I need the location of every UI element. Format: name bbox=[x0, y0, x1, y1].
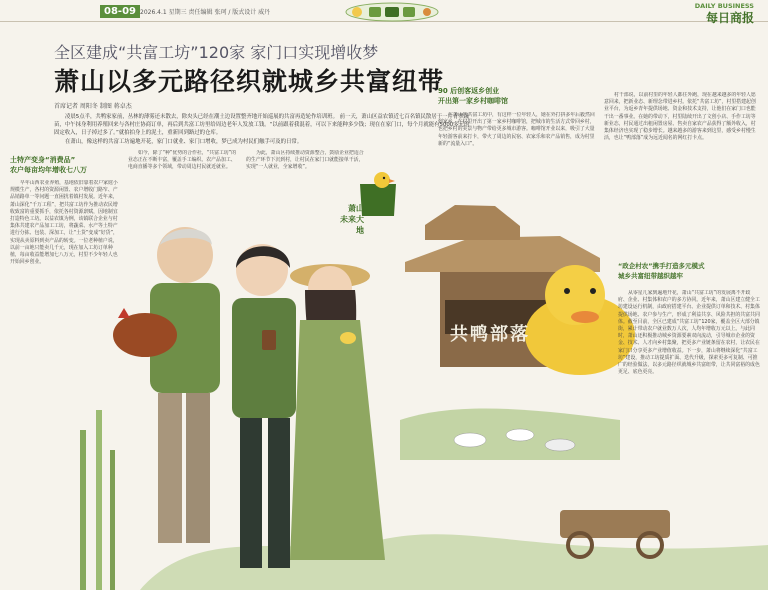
duck-eye bbox=[564, 288, 570, 294]
section-1-body-2: 如今，除了“种”优势的合作社，“共富工坊”的业态正在不断丰富，覆盖手工编织、农产品加工、电商直播等多个领域，带动周边村民就近就业。 bbox=[128, 150, 237, 171]
brand-chinese: 每日商报 bbox=[705, 11, 754, 25]
section-1-body-3: 为此，萧山区持续推动资源整合，鼓励企业把适合的生产环节下沉到村，让村民在家门口就能接单干活，实现“一人就业，全家增收”。 bbox=[246, 150, 364, 171]
green-dress bbox=[290, 320, 385, 560]
trousers-left bbox=[158, 393, 182, 543]
bamboo-stalk bbox=[80, 430, 86, 590]
shop-sign: 共鸭部落 bbox=[450, 324, 530, 345]
section-3-subtitle: “政企村农”携手打造多元模式 城乡共富纽带越织越牢 bbox=[618, 262, 705, 280]
section-2-subtitle: 90 后创客返乡创业 开出第一家乡村咖啡馆 bbox=[438, 87, 508, 105]
section-3-body: 从零星几家到遍地开花，萧山“共富工坊”的发展离不开政府、企业、村集体和农户的多方协同。近年来，萧山区建立健全工坊建设运行机制，由政府搭建平台、企业提供订单和技术、村集体提供场地、农户参与生产，形成了利益共享、风险共担的共富共同体。截至目前，全区已建成“共富工坊”120家，覆盖全区大部分镇街，累计带动农户就业数万人次，人均年增收万元以上。与此同时，萧山还积极推动城乡资源要素双向流动，引导城市企业的资金、技术、人才向乡村集聚，把更多产业链条留在农村，让农民在家门口分享更多产业增值收益。下一步，萧山将继续深化“共富工坊”建设，推动工坊提质扩面、迭代升级，探索更多可复制、可推广的经验做法，以多元路径织就城乡共富纽带，让共同富裕的成色更足、底色更亮。 bbox=[618, 290, 760, 376]
section-1-subtitle: 土特产变身“消费品” 农户每亩均年增收七八万 bbox=[10, 156, 87, 174]
goose bbox=[454, 433, 486, 447]
duckling bbox=[340, 332, 356, 344]
section-2-body: 在萧山的共富工坊中，有这样一位年轻人，她在外打拼多年后毅然回到家乡，在村里开出了第一家乡村咖啡馆，把城市的生活方式带回乡村，也把乡村的美景与物产带给更多城市游客。咖啡馆开业以来，吸引了大量年轻游客前来打卡，带火了周边的民宿、农家乐和农产品销售，成为村里新的“流量入口”。 bbox=[438, 112, 595, 147]
rooster bbox=[113, 313, 177, 357]
stamp-caption: 萧山 未来大地 bbox=[340, 203, 364, 235]
coffee-cup-icon bbox=[262, 330, 276, 350]
article-byline: 首席记者 周阳冬 制图 蒋卓杰 bbox=[54, 103, 132, 110]
brand-english: DAILY BUSINESS bbox=[694, 2, 754, 10]
page-number: 08-09 bbox=[100, 5, 140, 18]
section-1-body: 早年山西农业养殖，基地依旧靠着农户家庭小规模生产，各村的资源闲置、农户增收门路窄、产品销路单一等问题一直困扰着镇村发展。近年来，萧山深化“千万工程”，把共富工坊作为推动农民增收致富的重要抓手，依托各村资源禀赋，因地制宜打造特色工坊。以益农镇为例，该镇联合企业与村集体共建农产品加工工坊，将蔬菜、水产等土特产进行分拣、包装、深加工，让“土货”变成“好货”，实现从卖原料到卖产品的转变。一位老种植户说，以前一亩地只能卖几千元，现在加入工坊订单种植，每亩收益能增加七八万元，村里不少年轻人也开始回乡创业。 bbox=[10, 180, 118, 266]
article-intro: 凌晨5点半，共鸭家家前，丛林的薄雾还未散去，除央头已经在潮土边设置整齐地开始巡展的共富再造轮作培训班。 前一天，萧山区益农镇近七百名镇民散居于一片青翠蔬苗，中午抹身利用养殖回来与各村庄协商订单，再后到共富工坊里给周边老年人发放工钱。“以前跟着我混着，可以下来能种多少钱；现在在家门口，每个月就能有5000多元的固定收入，日子掉过多了。”就拍拍身上的泥土，重新回到路过的仓库。 在萧山，像这样的共富工坊遍地开花，家门口就业、家门口增收，梦已成为村民们触手可及的日常。 bbox=[54, 114, 470, 145]
issue-meta: 2026.4.1 星期三 责任编辑 张珂 / 版式设计 威丹 bbox=[140, 9, 271, 16]
duck-beak bbox=[571, 311, 599, 323]
apron bbox=[232, 298, 296, 418]
article-kicker: 全区建成“共富工坊”120家 家门口实现增收梦 bbox=[54, 43, 379, 62]
article-headline: 萧山以多元路径织就城乡共富纽带 bbox=[54, 67, 445, 96]
section-2-body-2: 村干部说，以前村里的年轻人都往外跑，现在越来越多的年轻人愿意回来，把新业态、新理念带进乡村。依托“共富工坊”，村里搭建起创业平台，为返乡青年提供场地、资金和技术支持，让他们在家门口也能干出一番事业。在她的带动下，村里陆续开出了文创小店、手作工坊等新业态，村民通过出租闲置房屋、售卖自家农产品获得了额外收入，村集体经济也实现了稳步增长。越来越多的游客来到这里，感受乡村慢生活，也让“鸭部落”成为远近闻名的网红打卡点。 bbox=[604, 92, 756, 142]
